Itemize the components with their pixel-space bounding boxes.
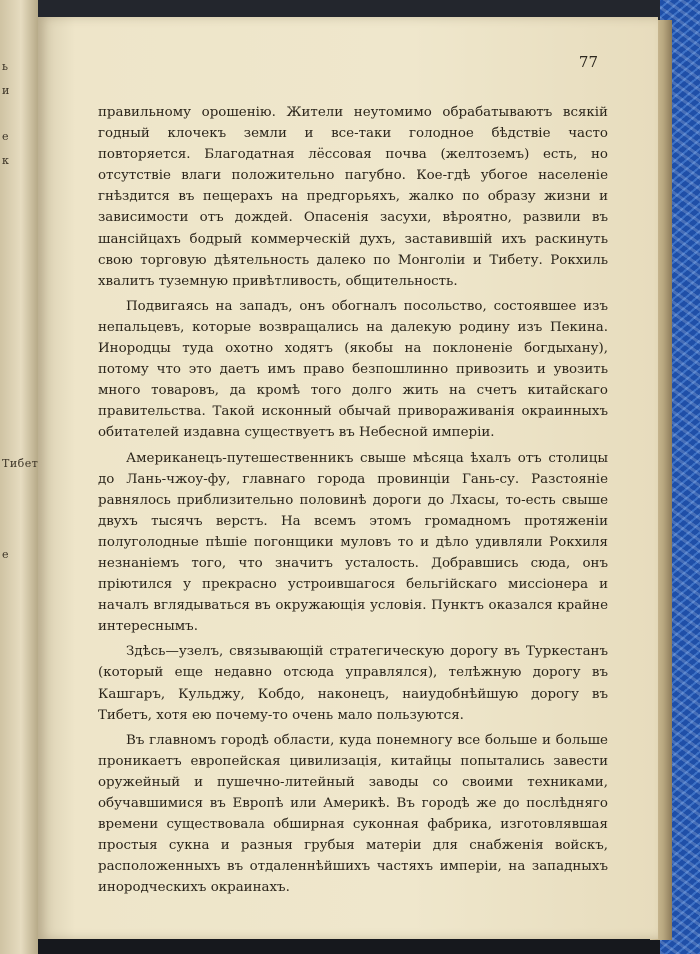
left-page-fragment: ь: [2, 60, 9, 73]
left-page-fragment: Тибет: [2, 457, 38, 470]
page-body: [98, 102, 608, 902]
left-page-fragment: и: [2, 84, 10, 97]
book-page: [38, 17, 658, 939]
paragraph: Здѣсь—узелъ, связывающій стратегическую дорогу въ Туркестанъ (который еще недавно отсюда управлялся), телѣжную дорогу въ Кашгаръ, Кульджу, Кобдо, наконецъ, наиудобнѣйшую дорогу въ Тибетъ, хотя ею почему-то очень мало пользуются.: [98, 644, 608, 723]
left-page-fragment: е: [2, 130, 10, 143]
left-page-margin: [0, 0, 38, 954]
paragraph: правильному орошенію. Жители неутомимо обрабатываютъ всякій годный клочекъ земли и все-таки голодное бѣдствіе часто повторяется. Благодатная лёссовая почва (желтоземъ) есть, но отсутствіе влаги положительно пагубно. Кое-гдѣ убогое населеніе гнѣздится въ пещерахъ на предгорьяхъ, жалко по образу жизни и зависимости отъ дождей. Опасенія засухи, вѣроятно, развили въ шансійцахъ бодрый коммерческій духъ, заставившій ихъ раскинуть свою торговую дѣятельность далеко по Монголіи и Тибету. Рокхиль хвалитъ туземную привѣтливость, общительность.: [98, 105, 608, 289]
paragraph: Подвигаясь на западъ, онъ обогналъ посольство, состоявшее изъ непальцевъ, которые возвращались на далекую родину изъ Пекина. Инородцы туда охотно ходятъ (якобы на поклоненіе богдыхану), потому что это даетъ имъ право безпошлинно привозить и увозить много товаровъ, да кромѣ того долго жить на счетъ китайскаго правительства. Такой исконный обычай привораживанія окраинныхъ обитателей издавна существуетъ въ Небесной имперіи.: [98, 298, 608, 441]
paragraph: Американецъ-путешественникъ свыше мѣсяца ѣхалъ отъ столицы до Лань-чжоу-фу, главнаго города провинціи Гань-су. Разстояніе равнялось приблизительно половинѣ дороги до Лхасы, то-есть свыше двухъ тысячъ верстъ. На всемъ этомъ громадномъ протяженіи полуголодные пѣшіе погонщики муловъ то и дѣло удивляли Рокхиля незнаніемъ того, что значитъ усталость. Добравшись сюда, онъ пріютился у прекрасно устроившагося бельгійскаго миссіонера и началъ вглядываться въ окружающія условія. Пунктъ оказался крайне интереснымъ.: [98, 450, 608, 635]
left-page-fragment: к: [2, 154, 10, 167]
left-page-fragment: е: [2, 548, 10, 561]
paragraph: Въ главномъ городѣ области, куда понемногу все больше и больше проникаетъ европейская цивилизація, китайцы попытались завести оружейный и пушечно-литейный заводы со своими техниками, обучавшимися въ Европѣ или Америкѣ. Въ городѣ же до послѣдняго времени существовала обширная суконная фабрика, изготовлявшая простыя сукна и разныя грубыя матеріи для снабженія войскъ, расположенныхъ въ отдаленнѣйшихъ частяхъ имперіи, на западныхъ инородческихъ окраинахъ.: [98, 732, 608, 896]
page-number: 77: [578, 53, 598, 71]
